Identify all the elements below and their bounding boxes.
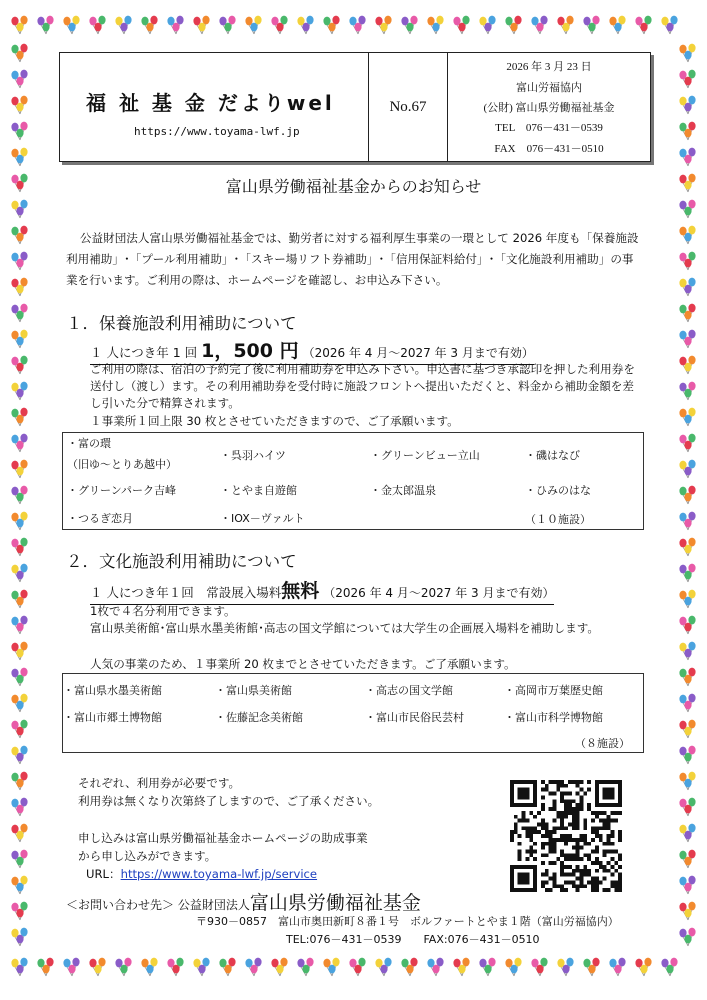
facility-count: （１０施設）: [525, 513, 591, 526]
facility-count: （８施設）: [575, 737, 630, 750]
section2-body1: 1枚で４名分利用できます。: [90, 604, 236, 618]
section2-limit: 人気の事業のため、１事業所 20 枚までとさせていただきます。ご了承願います。: [90, 657, 516, 671]
section1-limit: １事業所１回上限 30 枚とさせていただきますので、ご了承願います。: [90, 414, 459, 428]
facility-item: ・富山県美術館: [215, 684, 292, 697]
contact-tel-fax: TEL:076－431－0539 FAX:076－431－0510: [286, 933, 540, 946]
closing-line4: から申し込みができます。: [78, 849, 217, 863]
facility-item: ・ひみのはな: [525, 484, 591, 497]
contact-org-prefix: 公益財団法人: [177, 898, 250, 912]
issue-date: 2026 年 3 月 23 日: [506, 61, 592, 74]
issue-number: No.67: [369, 53, 448, 161]
section1-body: ご利用の際は、宿泊の予約完了後に利用補助券を申込み下さい。申込書に基づき承認印を押した利用券を送付し（渡し）ます。その利用補助券を受付時に施設フロントへ提出いただくと、料金から補助金額を差し引いた分で精算されます。: [90, 362, 635, 410]
contact-org-name: 富山県労働福祉基金: [249, 892, 421, 914]
facility-item: ・つるぎ恋月: [67, 512, 133, 525]
section2-facility-box: [62, 673, 644, 753]
facility-item: ・磯はなび: [525, 449, 580, 462]
header-title-cell: [60, 53, 369, 161]
facility-item-note: （旧ゆ～とりあ越中）: [67, 458, 177, 471]
closing-line3: 申し込みは富山県労働福祉基金ホームページの助成事業: [78, 831, 368, 845]
section2-free-label: 無料: [281, 580, 320, 602]
contact-address: 〒930－0857 富山市奥田新町８番１号 ボルファートとやま１階（富山労福協内）: [196, 915, 619, 928]
header-fax: FAX 076－431－0510: [494, 142, 604, 155]
facility-item: ・富山県水墨美術館: [63, 684, 162, 697]
section1-amount: 1，500 円: [201, 340, 299, 362]
service-url-link[interactable]: https://www.toyama-lwf.jp/service: [120, 867, 318, 881]
header-url: https://www.toyama-lwf.jp: [134, 125, 300, 138]
facility-item: ・とやま自遊館: [220, 484, 297, 497]
service-url-line: [86, 865, 317, 883]
newsletter-title: 福 祉 基 金 だよりwel: [86, 91, 335, 115]
facility-item: ・グリーンパーク吉峰: [67, 484, 177, 497]
contact-line: [66, 888, 421, 915]
facility-item: ・グリーンビュー立山: [370, 449, 480, 462]
facility-item: ・佐藤記念美術館: [215, 711, 303, 724]
facility-item: ・金太郎温泉: [370, 484, 436, 497]
url-label: URL：: [86, 867, 121, 881]
header-info-cell: [448, 53, 650, 161]
section2-subheading: [90, 576, 554, 605]
org-name: (公財) 富山県労働福祉基金: [483, 101, 615, 114]
section1-sub-prefix: １ 人につき年 1 回: [90, 345, 202, 360]
section2-title: ２．文化施設利用補助について: [66, 552, 297, 571]
qr-code-icon[interactable]: [510, 780, 622, 892]
section2-sub-prefix: １ 人につき年１回 常設展入場料: [90, 585, 282, 600]
facility-item: ・高志の国文学館: [365, 684, 453, 697]
facility-item: ・富の環: [67, 437, 111, 450]
notice-title: 富山県労働福祉基金からのお知らせ: [225, 177, 482, 196]
section2-body2: 富山県美術館･富山県水墨美術館･高志の国文学館については大学生の企画展入場料を補助します。: [90, 621, 599, 635]
facility-item: ・富山市科学博物館: [504, 711, 603, 724]
facility-item: ・富山市民俗民芸村: [365, 711, 464, 724]
section1-validity: （2026 年 4 月～2027 年 3 月まで有効）: [302, 346, 534, 360]
intro-paragraph: 公益財団法人富山県労働福祉基金では、勤労者に対する福利厚生事業の一環として 2026 年度も「保養施設利用補助」･「プール利用補助」･「スキー場リフト券補助」･「信用保証料給付」･「文化施設利用補助」の事業を行います。ご利用の際は、ホームページを確認し、お申込み下さい。: [66, 231, 639, 287]
facility-item: ・呉羽ハイツ: [220, 449, 286, 462]
section1-facility-box: [62, 432, 644, 530]
closing-line2: 利用券は無くなり次第終了しますので、ご了承ください。: [78, 794, 380, 808]
header-box: [59, 52, 651, 162]
header-tel: TEL 076－431－0539: [495, 122, 603, 135]
section2-validity: （2026 年 4 月～2027 年 3 月まで有効）: [323, 586, 555, 600]
facility-item: ・IOX－ヴァルト: [220, 512, 305, 525]
facility-item: ・高岡市万葉歴史館: [504, 684, 603, 697]
facility-item: ・富山市郷土博物館: [63, 711, 162, 724]
contact-label: ＜お問い合わせ先＞: [66, 898, 175, 912]
section1-title: １．保養施設利用補助について: [66, 314, 297, 333]
office-name: 富山労福協内: [516, 81, 582, 94]
closing-line1: それぞれ、利用券が必要です。: [78, 776, 241, 790]
